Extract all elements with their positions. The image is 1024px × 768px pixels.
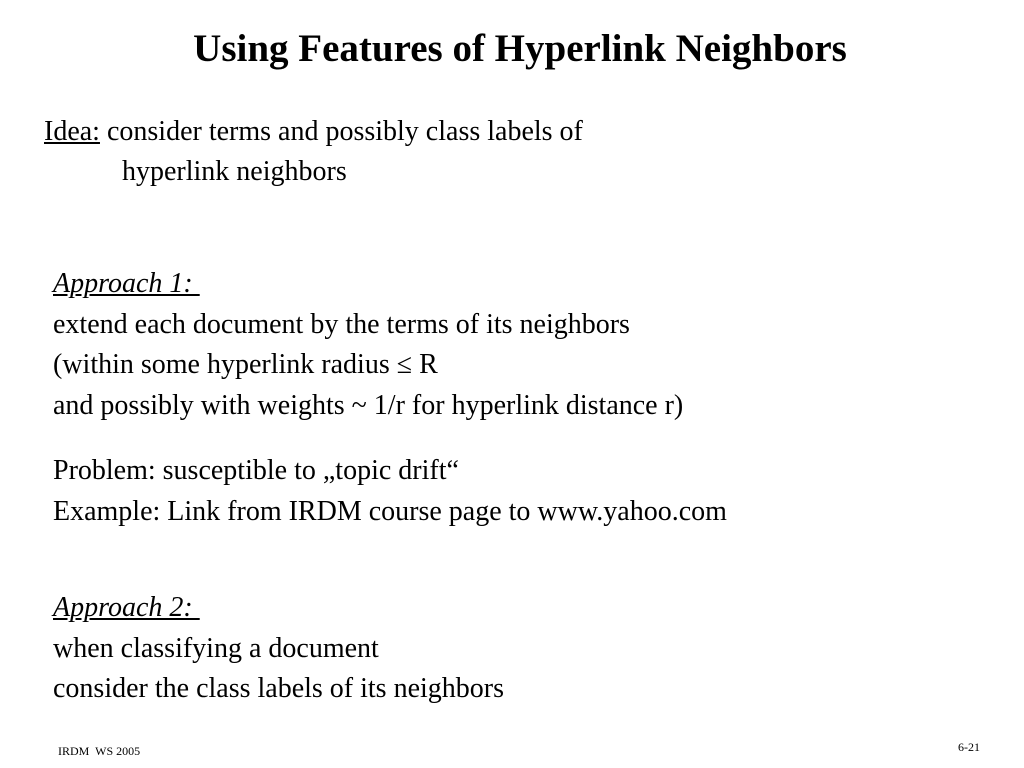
approach-2-line-1: when classifying a document bbox=[53, 632, 379, 664]
approach-1-line-2: (within some hyperlink radius ≤ R bbox=[53, 349, 438, 380]
approach-1-section bbox=[53, 264, 683, 426]
footer-page-number: 6-21 bbox=[958, 740, 980, 754]
approach-2-line-2: consider the class labels of its neighbors bbox=[53, 673, 505, 704]
idea-label: Idea: bbox=[44, 116, 100, 147]
footer-course-label: IRDM WS 2005 bbox=[58, 744, 141, 758]
approach-1-line-1: extend each document by the terms of its neighbors bbox=[53, 308, 630, 340]
problem-line: Problem: susceptible to „topic drift“ bbox=[53, 455, 459, 486]
idea-text-1: consider terms and possibly class labels of bbox=[99, 116, 583, 147]
approach-1-heading: Approach 1: bbox=[53, 268, 200, 299]
idea-section bbox=[44, 112, 583, 192]
approach-2-section bbox=[53, 588, 504, 710]
idea-line-1 bbox=[44, 112, 583, 152]
approach-1-line-3: and possibly with weights ~ 1/r for hyperlink distance r) bbox=[53, 389, 684, 421]
example-line: Example: Link from IRDM course page to www.yahoo.com bbox=[53, 495, 727, 527]
idea-text-2: hyperlink neighbors bbox=[122, 156, 347, 187]
approach-2-heading: Approach 2: bbox=[53, 592, 200, 623]
problem-section bbox=[53, 451, 727, 532]
slide-title: Using Features of Hyperlink Neighbors bbox=[193, 27, 847, 70]
